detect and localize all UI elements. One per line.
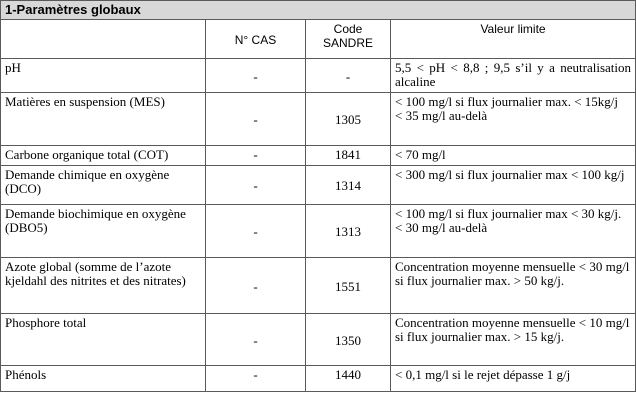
limit-cell	[391, 93, 636, 146]
limit-line: < 35 mg/l au-delà	[395, 108, 488, 123]
parameter-cell: Demande biochimique en oxygène (DBO5)	[1, 205, 206, 258]
section-title: 1-Paramètres globaux	[1, 1, 636, 20]
limit-cell	[391, 205, 636, 258]
sandre-cell: 1551	[306, 258, 391, 314]
table-row	[1, 146, 636, 166]
table-row	[1, 366, 636, 392]
limit-cell: < 300 mg/l si flux journalier max < 100 kg/j	[391, 166, 636, 205]
parameter-cell: Phosphore total	[1, 314, 206, 366]
limit-cell: < 70 mg/l	[391, 146, 636, 166]
limit-column-header: Valeur limite	[391, 20, 636, 59]
sandre-cell: 1313	[306, 205, 391, 258]
table-row	[1, 166, 636, 205]
parameter-cell: Demande chimique en oxygène (DCO)	[1, 166, 206, 205]
limit-cell: < 0,1 mg/l si le rejet dépasse 1 g/j	[391, 366, 636, 392]
table-row	[1, 258, 636, 314]
parameter-cell: Matières en suspension (MES)	[1, 93, 206, 146]
sandre-header-line2: SANDRE	[322, 36, 373, 50]
parameter-cell: pH	[1, 59, 206, 93]
limit-line: si flux journalier max. > 15 kg/j.	[395, 329, 565, 344]
limit-line: < 100 mg/l si flux journalier max < 30 kg/j.	[395, 206, 622, 221]
limit-line: < 30 mg/l au-delà	[395, 220, 488, 235]
sandre-cell: 1314	[306, 166, 391, 205]
limit-line: si flux journalier max. > 50 kg/j.	[395, 273, 565, 288]
cas-cell: -	[206, 59, 306, 93]
sandre-cell: 1440	[306, 366, 391, 392]
sandre-cell: 1841	[306, 146, 391, 166]
limit-cell	[391, 314, 636, 366]
table-row	[1, 59, 636, 93]
limit-line: Concentration moyenne mensuelle < 30 mg/l	[395, 259, 630, 274]
cas-cell: -	[206, 205, 306, 258]
section-header-row	[1, 1, 636, 20]
limit-line: < 100 mg/l si flux journalier max. < 15kg/j	[395, 94, 618, 109]
parameter-cell: Azote global (somme de l’azote kjeldahl des nitrites et des nitrates)	[1, 258, 206, 314]
limit-cell: 5,5 < pH < 8,8 ; 9,5 s’il y a neutralisation alcaline	[391, 59, 636, 93]
sandre-cell: 1350	[306, 314, 391, 366]
parameter-cell: Carbone organique total (COT)	[1, 146, 206, 166]
limit-line: Concentration moyenne mensuelle < 10 mg/l	[395, 315, 630, 330]
table-row	[1, 314, 636, 366]
sandre-header-line1: Code	[333, 22, 363, 36]
parameter-cell: Phénols	[1, 366, 206, 392]
cas-cell: -	[206, 93, 306, 146]
cas-cell: -	[206, 146, 306, 166]
sandre-cell: -	[306, 59, 391, 93]
table-row	[1, 93, 636, 146]
cas-cell: -	[206, 258, 306, 314]
sandre-column-header	[306, 20, 391, 59]
column-header-row	[1, 20, 636, 59]
parameter-column-header	[1, 20, 206, 59]
limit-cell	[391, 258, 636, 314]
sandre-cell: 1305	[306, 93, 391, 146]
table-row	[1, 205, 636, 258]
cas-cell: -	[206, 366, 306, 392]
cas-cell: -	[206, 166, 306, 205]
cas-cell: -	[206, 314, 306, 366]
cas-column-header: N° CAS	[206, 20, 306, 59]
